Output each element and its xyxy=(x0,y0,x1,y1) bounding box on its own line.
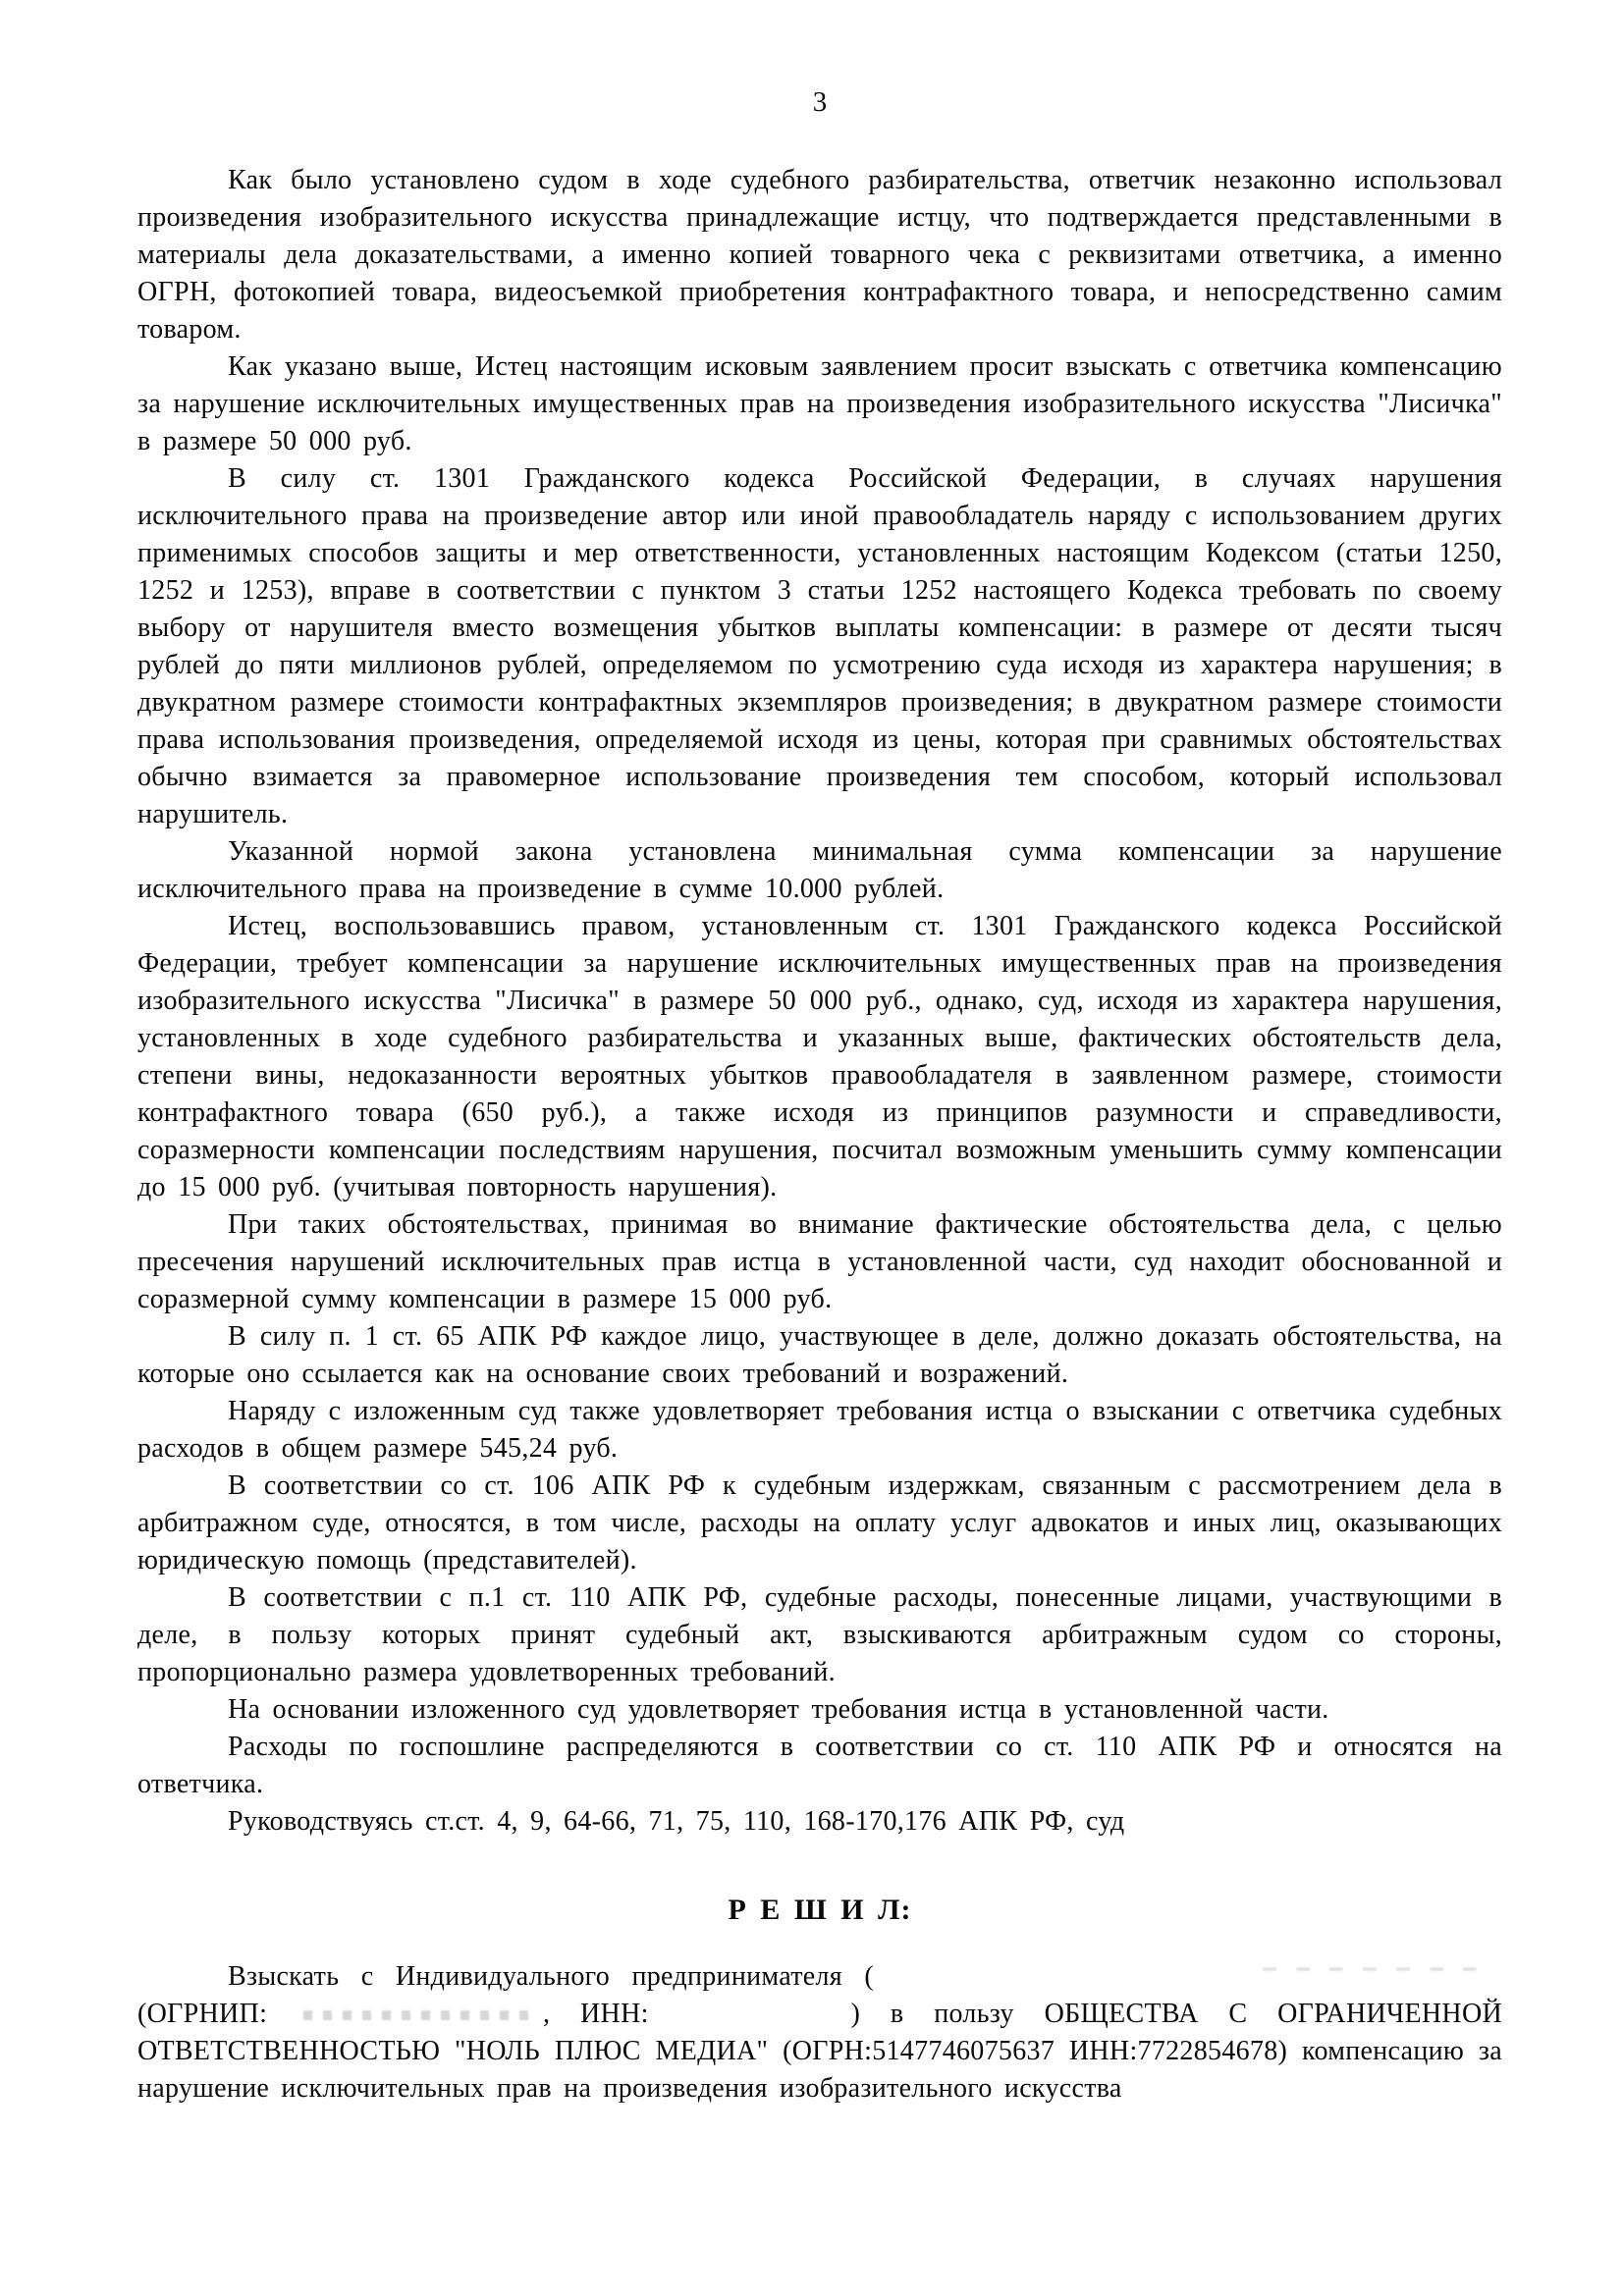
paragraph-court-costs: Наряду с изложенным суд также удовлетворяет требования истца о взыскании с ответчика судебных расходов в общем размере 545,24 руб. xyxy=(137,1396,1502,1464)
paragraph-minimum-compensation: Указанной нормой закона установлена минимальная сумма компенсации за нарушение исключительного права на произведение в сумме 10.000 рублей. xyxy=(137,836,1502,904)
paragraph-apk-106: В соответствии со ст. 106 АПК РФ к судебным издержкам, связанным с рассмотрением дела в арбитражном суде, относятся, в том числе, расходы на оплату услуг адвокатов и иных лиц, оказывающих юридическую помощь (представителей). xyxy=(137,1470,1502,1575)
paragraph-claim-amount: Как указано выше, Истец настоящим исковым заявлением просит взыскать с ответчика компенсацию за нарушение исключительных имущественных прав на произведения изобразительного искусства "Лисичка" в размере 50 000 руб. xyxy=(137,351,1502,456)
page-number: 3 xyxy=(812,86,828,118)
paragraph-state-duty: Расходы по госпошлине распределяются в соответствии со ст. 110 АПК РФ и относятся на ответчика. xyxy=(137,1732,1502,1799)
paragraph-article-1301: В силу ст. 1301 Гражданского кодекса Российской Федерации, в случаях нарушения исключительного права на произведение автор или иной правообладатель наряду с использованием других применимых способов защиты и мер ответственности, установленных настоящим Кодексом (статьи 1250, 1252 и 1253), вправе в соответствии с пунктом 3 статьи 1252 настоящего Кодекса требовать по своему выбору от нарушителя вместо возмещения убытков выплаты компенсации: в размере от десяти тысяч рублей до пяти миллионов рублей, определяемом по усмотрению суда исходя из характера нарушения; в двукратном размере стоимости контрафактных экземпляров произведения; в двукратном размере стоимости права использования произведения, определяемой исходя из цены, которая при сравнимых обстоятельствах обычно взимается за правомерное использование произведения тем способом, который использовал нарушитель. xyxy=(137,463,1502,829)
ogrnip-label: (ОГРНИП: xyxy=(137,1999,268,2029)
ruling-heading: Р Е Ш И Л: xyxy=(728,1894,912,1926)
paragraph-apk-65: В силу п. 1 ст. 65 АПК РФ каждое лицо, участвующее в деле, должно доказать обстоятельства, на которые оно ссылается как на основание своих требований и возражений. xyxy=(137,1321,1502,1389)
paragraph-court-reduction: Истец, воспользовавшись правом, установленным ст. 1301 Гражданского кодекса Российской Федерации, требует компенсации за нарушение исключительных имущественных прав на произведения изобразительного искусства "Лисичка" в размере 50 000 руб., однако, суд, исходя из характера нарушения, установленных в ходе судебного разбирательства и указанных выше, фактических обстоятельств дела, степени вины, недоказанности вероятных убытков правообладателя в заявленном размере, стоимости контрафактного товара (650 руб.), а также исходя из принципов разумности и справедливости, соразмерности компенсации последствиям нарушения, посчитал возможным уменьшить сумму компенсации до 15 000 руб. (учитывая повторность нарушения). xyxy=(137,911,1502,1202)
redacted-defendant-name xyxy=(874,1963,1502,1985)
paragraph-guided-by: Руководствуясь ст.ст. 4, 9, 64-66, 71, 75, 110, 168-170,176 АПК РФ, суд xyxy=(228,1806,1125,1837)
paragraph-reasonable-sum: При таких обстоятельствах, принимая во внимание фактические обстоятельства дела, с целью пресечения нарушений исключительных прав истца в установленной части, суд находит обоснованной и соразмерной сумму компенсации в размере 15 000 руб. xyxy=(137,1209,1502,1314)
paragraph-claims-satisfied: На основании изложенного суд удовлетворяет требования истца в установленной части. xyxy=(228,1694,1329,1725)
paragraph-apk-110: В соответствии с п.1 ст. 110 АПК РФ, судебные расходы, понесенные лицами, участвующими в деле, в пользу которых принят судебный акт, взыскиваются арбитражным судом со стороны, пропорционально размера удовлетворенных требований. xyxy=(137,1582,1502,1687)
paragraph-established-by-court: Как было установлено судом в ходе судебного разбирательства, ответчик незаконно использовал произведения изобразительного искусства принадлежащие истцу, что подтверждается представленными в материалы дела доказательствами, а именно копией товарного чека с реквизитами ответчика, а именно ОГРН, фотокопией товара, видеосъемкой приобретения контрафактного товара, и непосредственно самим товаром. xyxy=(137,165,1502,345)
ruling-paragraph xyxy=(137,1958,1502,2108)
ruling-intro-text: Взыскать с Индивидуального предпринимателя ( xyxy=(228,1961,874,1992)
redacted-inn-value xyxy=(678,2001,850,2022)
ruling-beneficiary-text: ) в пользу ОБЩЕСТВА С ОГРАНИЧЕННОЙ ОТВЕТСТВЕННОСТЬЮ "НОЛЬ ПЛЮС МЕДИА" (ОГРН:5147746075637 ИНН:7722854678) компенсацию за нарушение исключительных прав на произведения изобразительного искусства xyxy=(137,1999,1502,2104)
redacted-ogrnip-value xyxy=(298,2001,543,2022)
inn-label: , ИНН: xyxy=(542,1999,649,2029)
